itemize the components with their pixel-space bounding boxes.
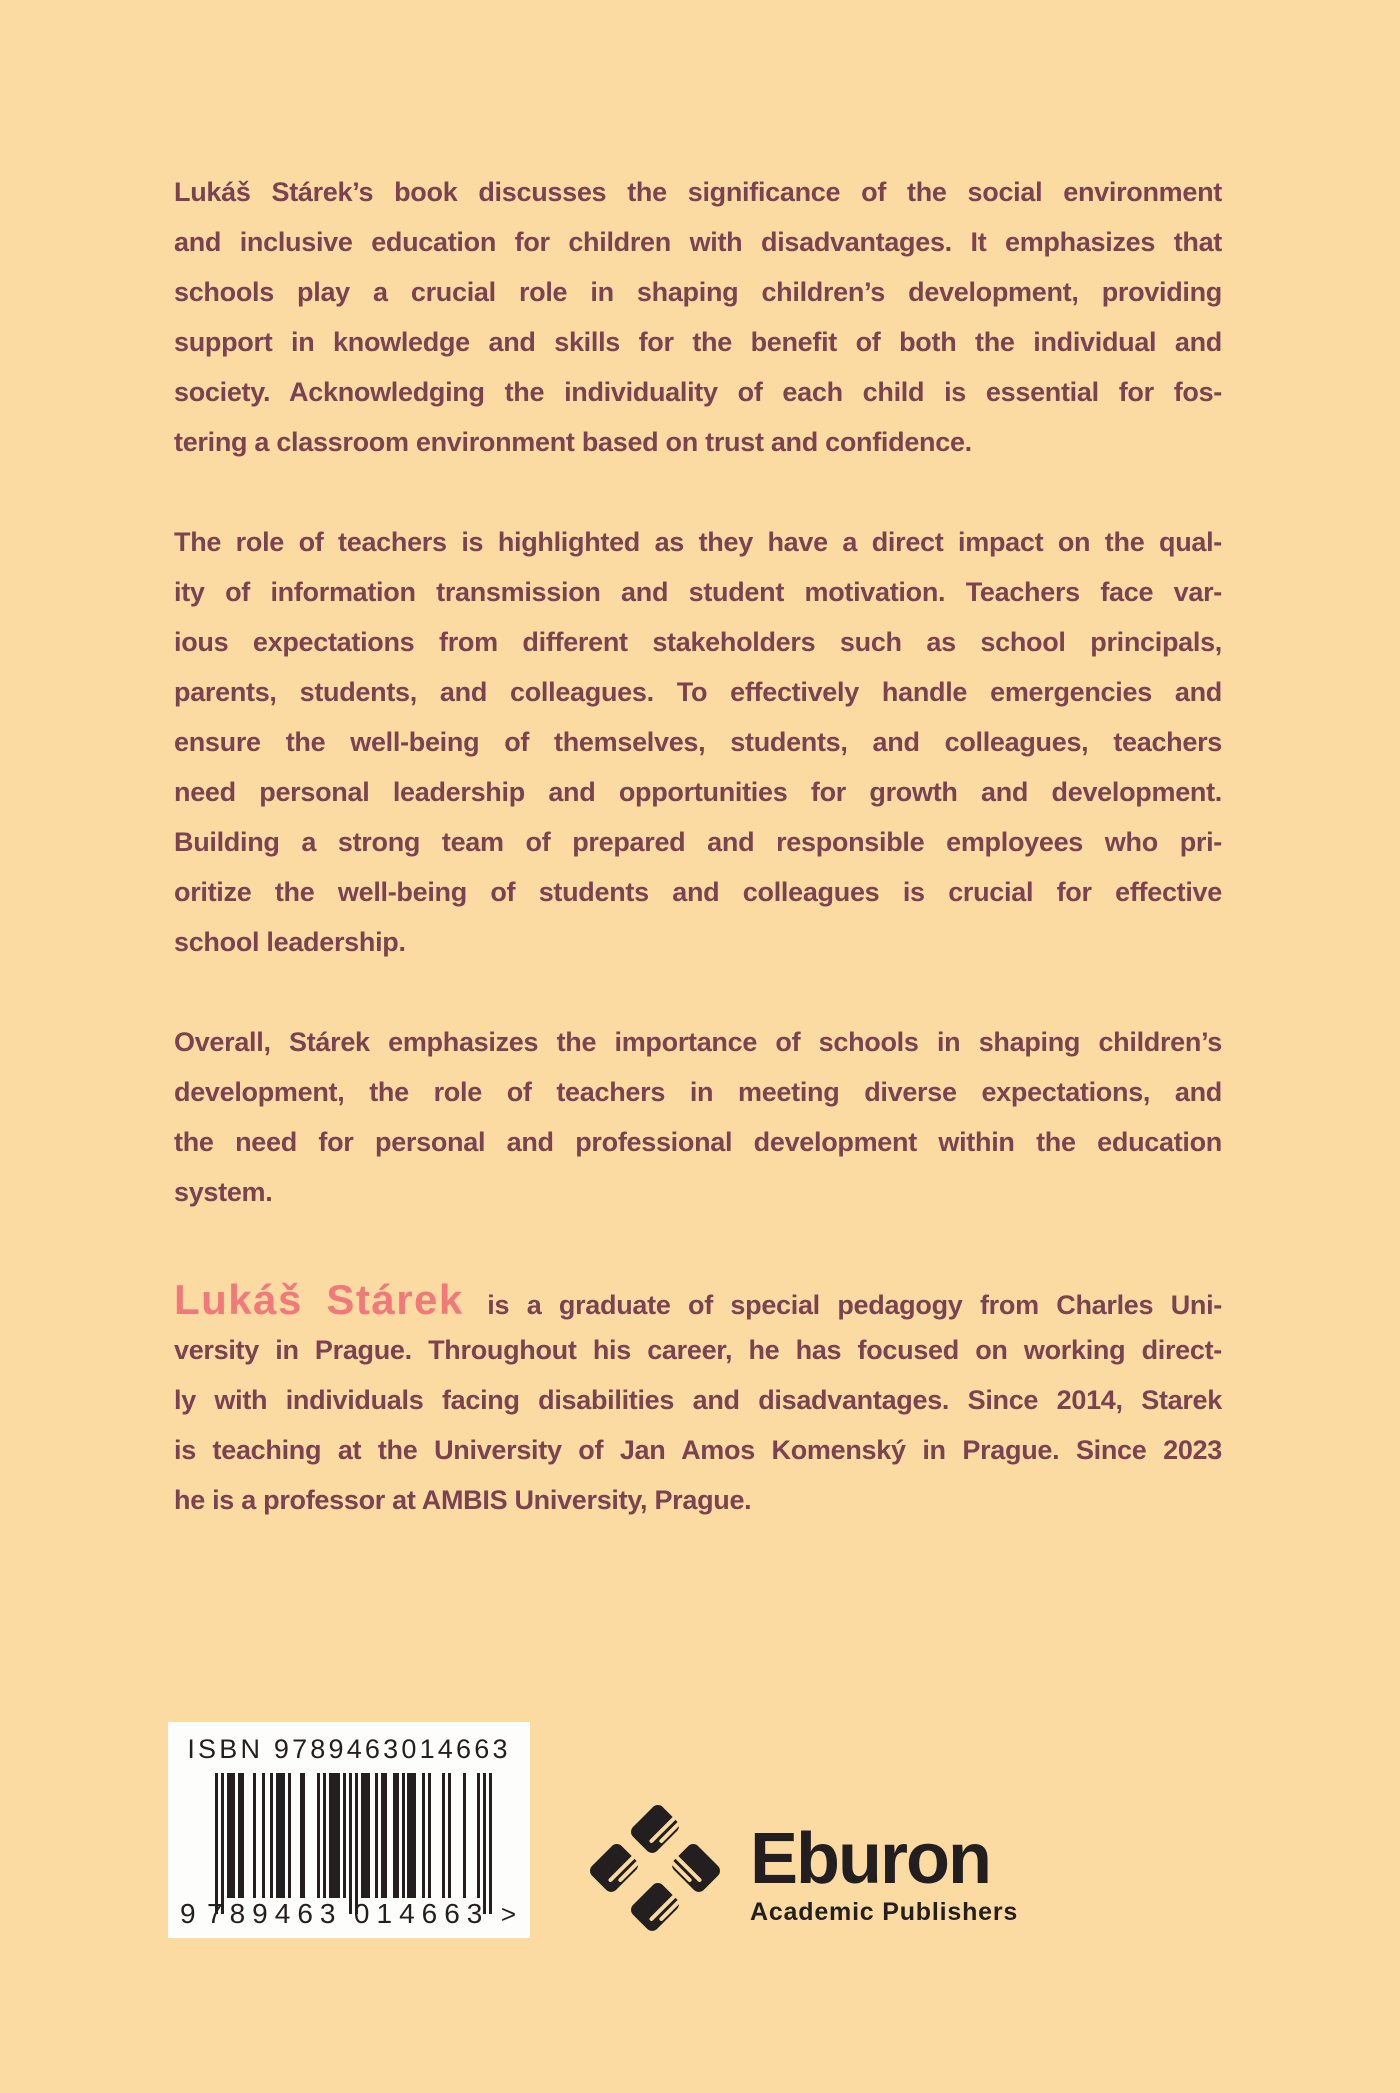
barcode-bar	[477, 1773, 480, 1898]
text-line: ly with individuals facing disabilities and disadvantages. Since 2014, Starek	[174, 1385, 1222, 1415]
barcode-bar	[375, 1773, 378, 1898]
barcode-bar	[463, 1773, 466, 1898]
synopsis-paragraph	[174, 517, 1222, 967]
book-icon	[666, 1838, 723, 1895]
text-line: oritize the well-being of students and colleagues is crucial for effective	[174, 877, 1222, 907]
barcode-bar	[428, 1773, 431, 1898]
barcode-bar	[329, 1773, 341, 1898]
publisher-block	[750, 1819, 1019, 1926]
isbn-label: ISBN 9789463014663	[187, 1734, 511, 1764]
barcode-bar	[215, 1773, 218, 1914]
eburon-logo	[580, 1800, 730, 1938]
text-line: is teaching at the University of Jan Amos Komenský in Prague. Since 2023	[174, 1435, 1222, 1465]
text-line: The role of teachers is highlighted as they have a direct impact on the qual-	[174, 527, 1222, 557]
text-line: the need for personal and professional development within the education	[174, 1127, 1222, 1157]
text-line	[174, 1275, 1222, 1325]
barcode-bar	[262, 1773, 265, 1898]
barcode-bar	[227, 1773, 236, 1898]
book-icon	[628, 1877, 685, 1934]
barcode-digits	[180, 1898, 516, 1930]
barcode-bar	[288, 1773, 291, 1898]
text-line: development, the role of teachers in meeting diverse expectations, and	[174, 1077, 1222, 1107]
text-line: tering a classroom environment based on trust and confidence.	[174, 427, 972, 457]
barcode-bar	[238, 1773, 244, 1898]
bio-first-line-text: is a graduate of special pedagogy from Charles Uni-	[487, 1290, 1223, 1320]
text-line: Lukáš Stárek’s book discusses the significance of the social environment	[174, 177, 1222, 207]
barcode-bar	[355, 1773, 358, 1914]
text-line: schools play a crucial role in shaping children’s development, providing	[174, 277, 1222, 307]
barcode-bar	[323, 1773, 326, 1898]
text-line: and inclusive education for children with disadvantages. It emphasizes that	[174, 227, 1222, 257]
barcode-bar	[253, 1773, 256, 1898]
text-line: he is a professor at AMBIS University, Prague.	[174, 1485, 752, 1515]
text-line: ensure the well-being of themselves, students, and colleagues, teachers	[174, 727, 1222, 757]
barcode-bar	[407, 1773, 416, 1898]
barcode-bars	[215, 1773, 492, 1914]
author-bio	[174, 1275, 1222, 1525]
text-line: versity in Prague. Throughout his career, he has focused on working direct-	[174, 1335, 1222, 1365]
barcode-bar	[276, 1773, 285, 1898]
synopsis-paragraph	[174, 167, 1222, 467]
book-icon	[587, 1838, 644, 1895]
barcode-bar	[381, 1773, 387, 1898]
text-line: ity of information transmission and student motivation. Teachers face var-	[174, 577, 1222, 607]
barcode-bar	[393, 1773, 399, 1898]
barcode-bar	[483, 1773, 486, 1914]
text-line: support in knowledge and skills for the benefit of both the individual and	[174, 327, 1222, 357]
book-icon	[628, 1800, 685, 1856]
text-line: system.	[174, 1177, 273, 1207]
barcode-bar	[442, 1773, 445, 1898]
text-line: Building a strong team of prepared and responsible employees who pri-	[174, 827, 1222, 857]
text-line: school leadership.	[174, 927, 406, 957]
barcode-bar	[448, 1773, 451, 1898]
barcode-bar	[349, 1773, 352, 1914]
publisher-tagline: Academic Publishers	[750, 1898, 1019, 1926]
barcode-bar	[361, 1773, 370, 1898]
publisher-name: Eburon	[750, 1819, 990, 1899]
barcode-panel	[168, 1722, 530, 1938]
author-name: Lukáš Stárek	[174, 1276, 464, 1323]
barcode-bar	[489, 1773, 492, 1914]
barcode-bar	[422, 1773, 425, 1898]
text-line: ious expectations from different stakeholders such as school principals,	[174, 627, 1222, 657]
barcode-end-mark: >	[500, 1899, 516, 1929]
synopsis-paragraph	[174, 1017, 1222, 1217]
barcode-bar	[221, 1773, 224, 1914]
barcode-bar	[270, 1773, 273, 1898]
barcode-digit-group: 014663	[353, 1898, 490, 1929]
barcode-digit-left: 9	[180, 1898, 196, 1929]
text-line: society. Acknowledging the individuality of each child is essential for fos-	[174, 377, 1222, 407]
synopsis	[174, 167, 1222, 1217]
text-line: Overall, Stárek emphasizes the importance of schools in shaping children’s	[174, 1027, 1222, 1057]
barcode-bar	[402, 1773, 405, 1898]
text-line: parents, students, and colleagues. To effectively handle emergencies and	[174, 677, 1222, 707]
text-line: need personal leadership and opportunities for growth and development.	[174, 777, 1222, 807]
barcode-digit-group: 789463	[207, 1898, 343, 1929]
barcode-bar	[317, 1773, 320, 1898]
barcode-bar	[300, 1773, 306, 1898]
barcode-bar	[343, 1773, 346, 1898]
